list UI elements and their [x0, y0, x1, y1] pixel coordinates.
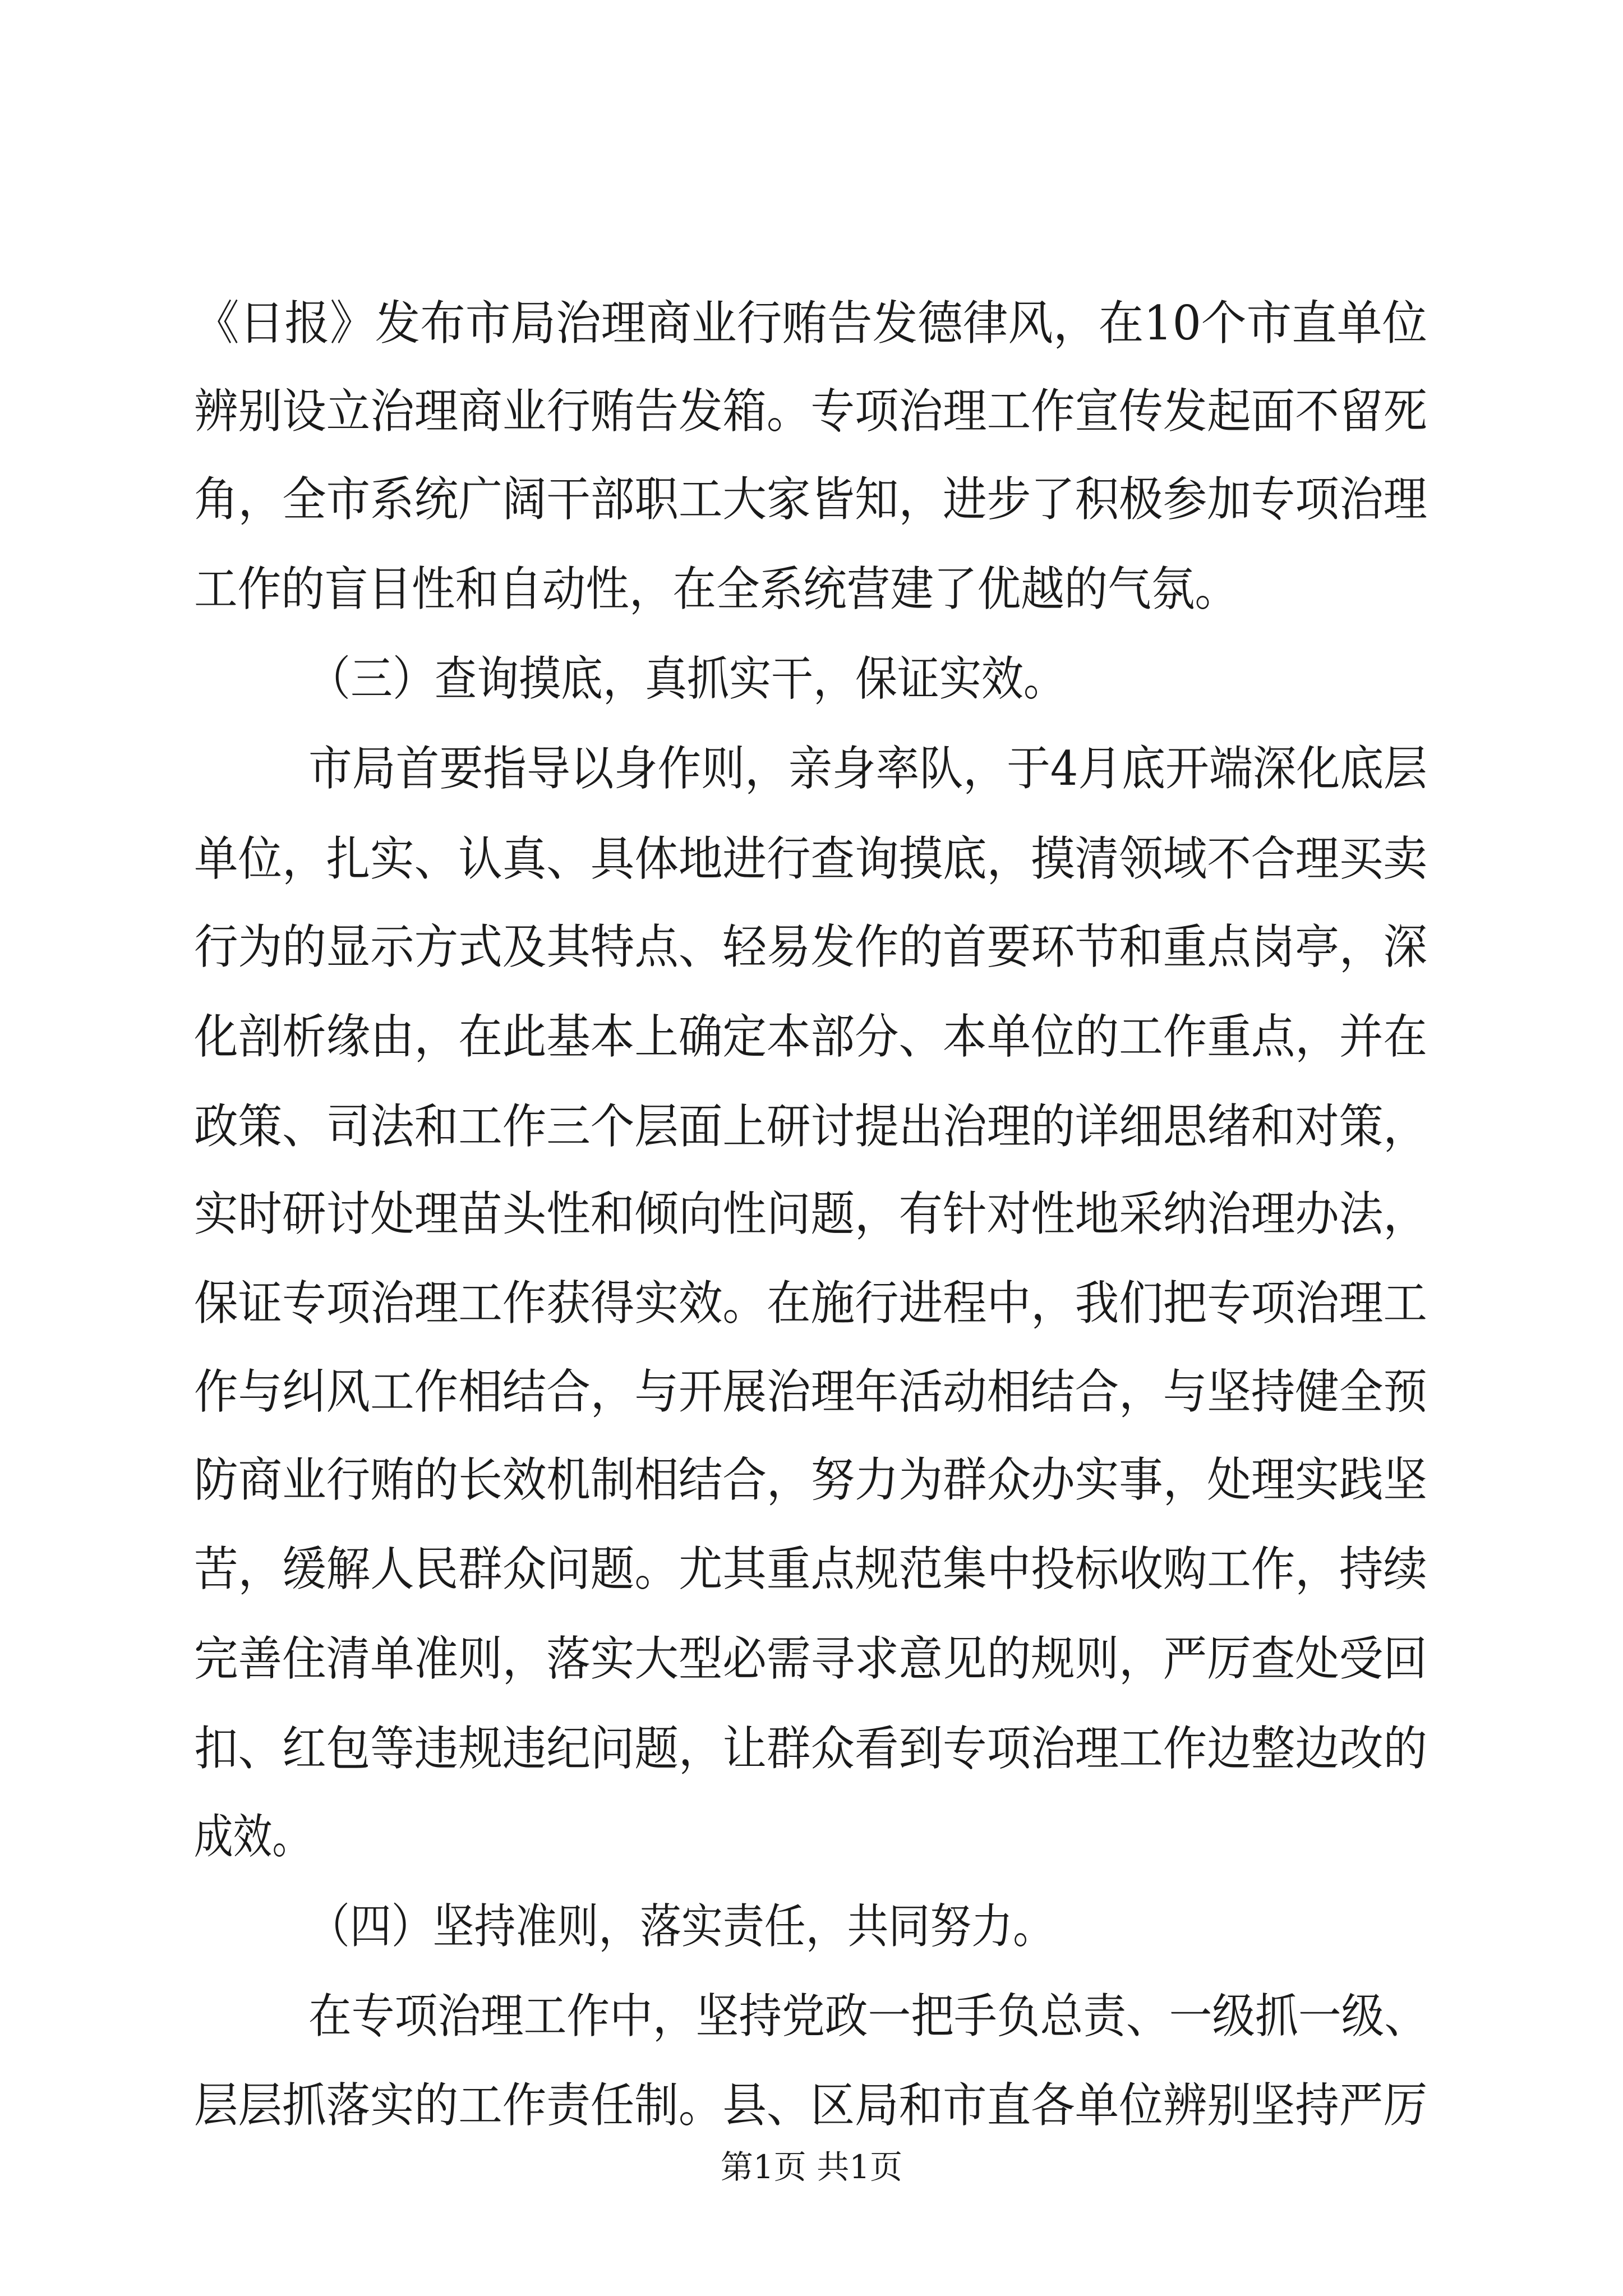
page-footer: [0, 2147, 1623, 2187]
page-number-label: 第1页 共1页: [720, 2148, 903, 2186]
document-body: 《日报》发布市局治理商业行贿告发德律风，在10个市直单位 辨别设立治理商业行贿告发箱。专项治理工作宣传发起面不留死 角，全市系统广阔干部职工大家皆知，进步了积极参加专项治理 工作的盲目性和自动性，在全系统营建了优越的气氛。 （三）查询摸底，真抓实干，保证实效。 市局首要指导以身作则，亲身率队，于4月底开端深化底层 单位，扎实、认真、具体地进行查询摸底，摸清领域不合理买卖 行为的显示方式及其特点、轻易发作的首要环节和重点岗亭，深 化剖析缘由，在此基本上确定本部分、本单位的工作重点，并在 政策、司法和工作三个层面上研讨提出治理的详细思绪和对策， 实时研讨处理苗头性和倾向性问题，有针对性地采纳治理办法， 保证专项治理工作获得实效。在施行进程中，我们把专项治理工 作与纠风工作相结合，与开展治理年活动相结合，与坚持健全预 防商业行贿的长效机制相结合，努力为群众办实事，处理实践坚 苦，缓解人民群众问题。尤其重点规范集中投标收购工作，持续 完善住清单准则，落实大型必需寻求意见的规则，严厉查处受回 扣、红包等违规违纪问题，让群众看到专项治理工作边整边改的 成效。 （四）坚持准则，落实责任，共同努力。 在专项治理工作中，坚持党政一把手负总责、一级抓一级、 层层抓落实的工作责任制。县、区局和市直各单位辨别坚持严厉: [194, 296, 1428, 2133]
